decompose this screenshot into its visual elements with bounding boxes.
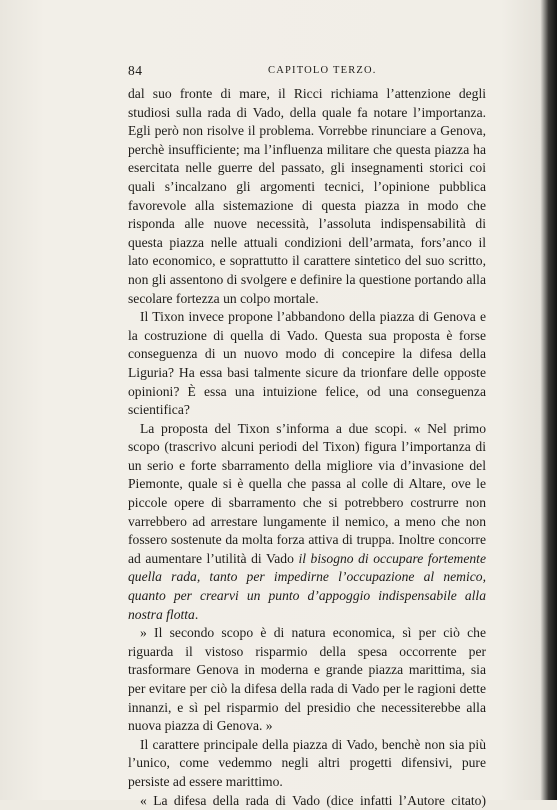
paragraph (128, 420, 486, 625)
paragraph (128, 308, 486, 420)
paragraph (128, 624, 486, 736)
text-run: . (194, 606, 199, 622)
text-run: Il carattere principale della piazza di Vado, benchè non sia più l’unico, come vedemmo negli altri progetti difensivi, pure persiste ad essere marittimo. (128, 736, 486, 789)
paragraph (128, 792, 486, 810)
paragraph (128, 85, 486, 308)
text-run: » Il secondo scopo è di natura economica, sì per ciò che riguarda il vistoso risparmio della spesa occorrente per trasformare Genova in moderna e grande piazza marittima, sia per evitare per ciò la difesa della rada di Vado per le ragioni dette innanzi, e sì pel risparmio del presidio che necessiterebbe alla nuova piazza di Genova. » (128, 625, 486, 734)
text-run: dal suo fronte di mare, il Ricci richiama l’attenzione degli studiosi sulla rada di Vado, della quale fa notare l’importanza. Egli però non risolve il problema. Vorrebbe rinunciare a Genova, perchè insufficiente; ma l’influenza militare che questa piazza ha esercitata nelle guerre del passato, gli insegnamenti storici coi quali s’incalzano gli argomenti tecnici, l’opinione pubblica favorevole alla sistemazione di questa piazza in modo che risponda alle nuove necessità, l’assoluta indispensabilità di questa piazza nelle attuali condizioni dell’armata, fors’anco il lato economico, e soprattutto il carattere sintetico del suo scritto, non gli assentono di svolgere e definire la questione portando alla secolare fortezza un colpo mortale. (128, 86, 486, 306)
text-run: « La difesa della rada di Vado (dice infatti l’Autore citato) (140, 792, 486, 808)
page-header (128, 63, 486, 79)
italic-run: il bisogno di occupare fortemente quella rada, tanto per impedirne l’occupazione al nemico, quanto per crearvi un punto d’appoggio indispensabile alla nostra flotta (128, 550, 486, 622)
text-run: Il Tixon invece propone l’abbandono della piazza di Genova e la costruzione di quella di Vado. Questa sua proposta è forse conseguenza di un nuovo modo di concepire la difesa della Liguria? Ha essa basi talmente sicure da trionfare delle opposte opinioni? È essa una intuizione felice, od una conseguenza scientifica? (128, 309, 486, 418)
body-text (128, 85, 486, 810)
page-number: 84 (128, 63, 143, 78)
running-head: CAPITOLO TERZO. (268, 65, 377, 76)
text-run: La proposta del Tixon s’informa a due scopi. « Nel primo scopo (trascrivo alcuni periodi del Tixon) figura l’importanza di un serio e forte sbarramento della migliore via d’invasione del Piemonte, quale si è quella che passa al colle di Altare, ove le piccole opere di sbarramento che si potrebbero costrurre non varrebbero ad arrestare lungamente il nemico, a meno che non fossero sostenute da molta forza attiva di truppa. Inoltre concorre ad aumentare l’utilità di Vado (128, 420, 486, 566)
paragraph (128, 736, 486, 792)
